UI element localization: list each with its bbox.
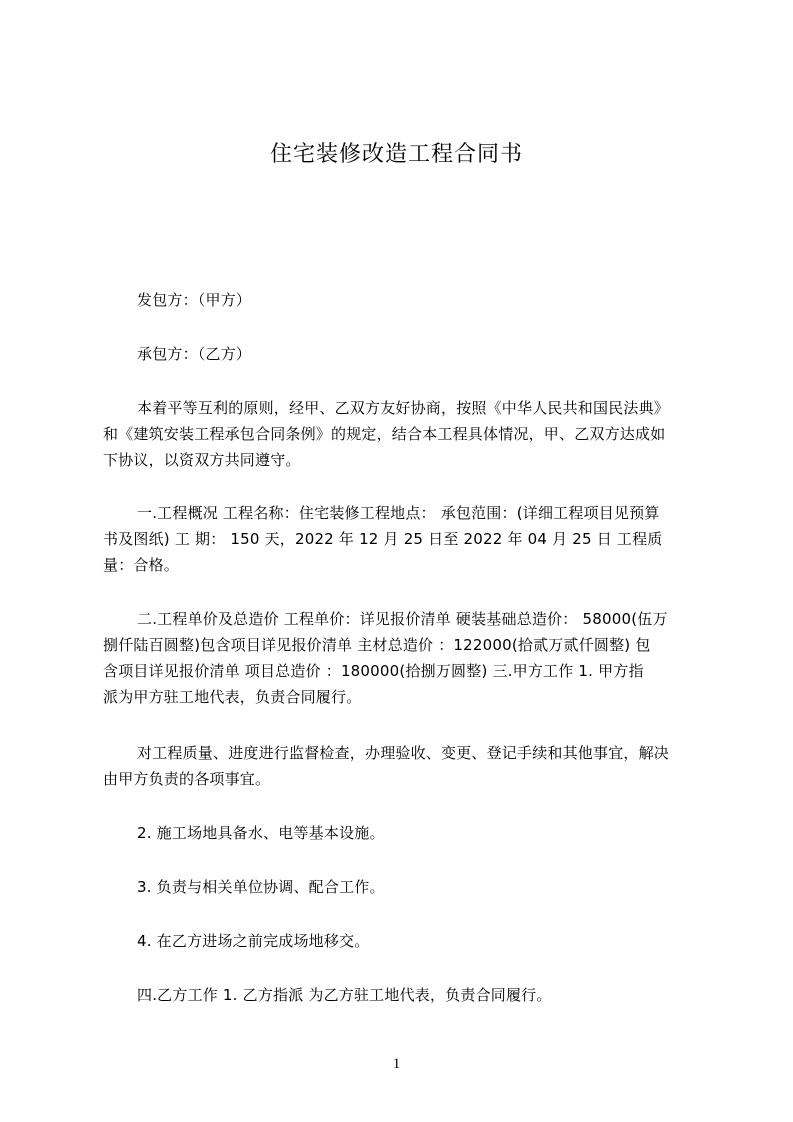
section-2-line-1: 二.工程单价及总造价 工程单价：详见报价清单 硬装基础总造价： 58000(伍万 bbox=[137, 610, 668, 628]
section-1-line-1: 一.工程概况 工程名称：住宅装修工程地点： 承包范围：(详细工程项目见预算 bbox=[137, 504, 660, 522]
document-title: 住宅装修改造工程合同书 bbox=[269, 142, 523, 167]
preamble-line-3: 下协议，以资双方共同遵守。 bbox=[103, 451, 301, 469]
preamble-line-2: 和《建筑安装工程承包合同条例》的规定，结合本工程具体情况，甲、乙双方达成如 bbox=[103, 425, 666, 443]
party-a-line bbox=[103, 287, 703, 313]
party-b-line bbox=[103, 341, 703, 367]
supervision-line-1: 对工程质量、进度进行监督检查，办理验收、变更、登记手续和其他事宜，解决 bbox=[137, 744, 670, 762]
party-b-text: 承包方：（乙方） bbox=[137, 345, 252, 363]
item-3-text: 3. 负责与相关单位协调、配合工作。 bbox=[137, 878, 385, 896]
section-2-line-4: 派为甲方驻工地代表，负责合同履行。 bbox=[103, 688, 362, 706]
page-number: 1 bbox=[392, 1056, 401, 1072]
preamble-line-1: 本着平等互利的原则，经甲、乙双方友好协商，按照《中华人民共和国民法典》 bbox=[137, 399, 670, 417]
supervision-line-2: 由甲方负责的各项事宜。 bbox=[103, 770, 271, 788]
section-1-line-2: 书及图纸) 工 期： 150 天，2022 年 12 月 25 日至 2022 年 04 月 25 日 工程质 bbox=[103, 530, 663, 548]
section-4-text: 四.乙方工作 1. 乙方指派 为乙方驻工地代表，负责合同履行。 bbox=[137, 986, 552, 1004]
preamble-paragraph bbox=[103, 395, 703, 473]
section-2-paragraph bbox=[103, 606, 703, 710]
item-4-text: 4. 在乙方进场之前完成场地移交。 bbox=[137, 932, 370, 950]
section-1-line-3: 量：合格。 bbox=[103, 556, 180, 574]
section-2-line-2: 捌仟陆百圆整)包含项目详见报价清单 主材总造价 ：122000(拾贰万贰仟圆整) 包 bbox=[103, 636, 651, 654]
item-2-text: 2. 施工场地具备水、电等基本设施。 bbox=[137, 824, 385, 842]
section-1-paragraph bbox=[103, 500, 703, 578]
item-3-paragraph bbox=[103, 874, 703, 900]
section-4-paragraph bbox=[103, 982, 703, 1008]
supervision-paragraph bbox=[103, 740, 703, 792]
item-4-paragraph bbox=[103, 928, 703, 954]
party-a-text: 发包方：（甲方） bbox=[137, 291, 252, 309]
item-2-paragraph bbox=[103, 820, 703, 846]
section-2-line-3: 含项目详见报价清单 项目总造价 ：180000(拾捌万圆整) 三.甲方工作 1. 甲方指 bbox=[103, 662, 644, 680]
